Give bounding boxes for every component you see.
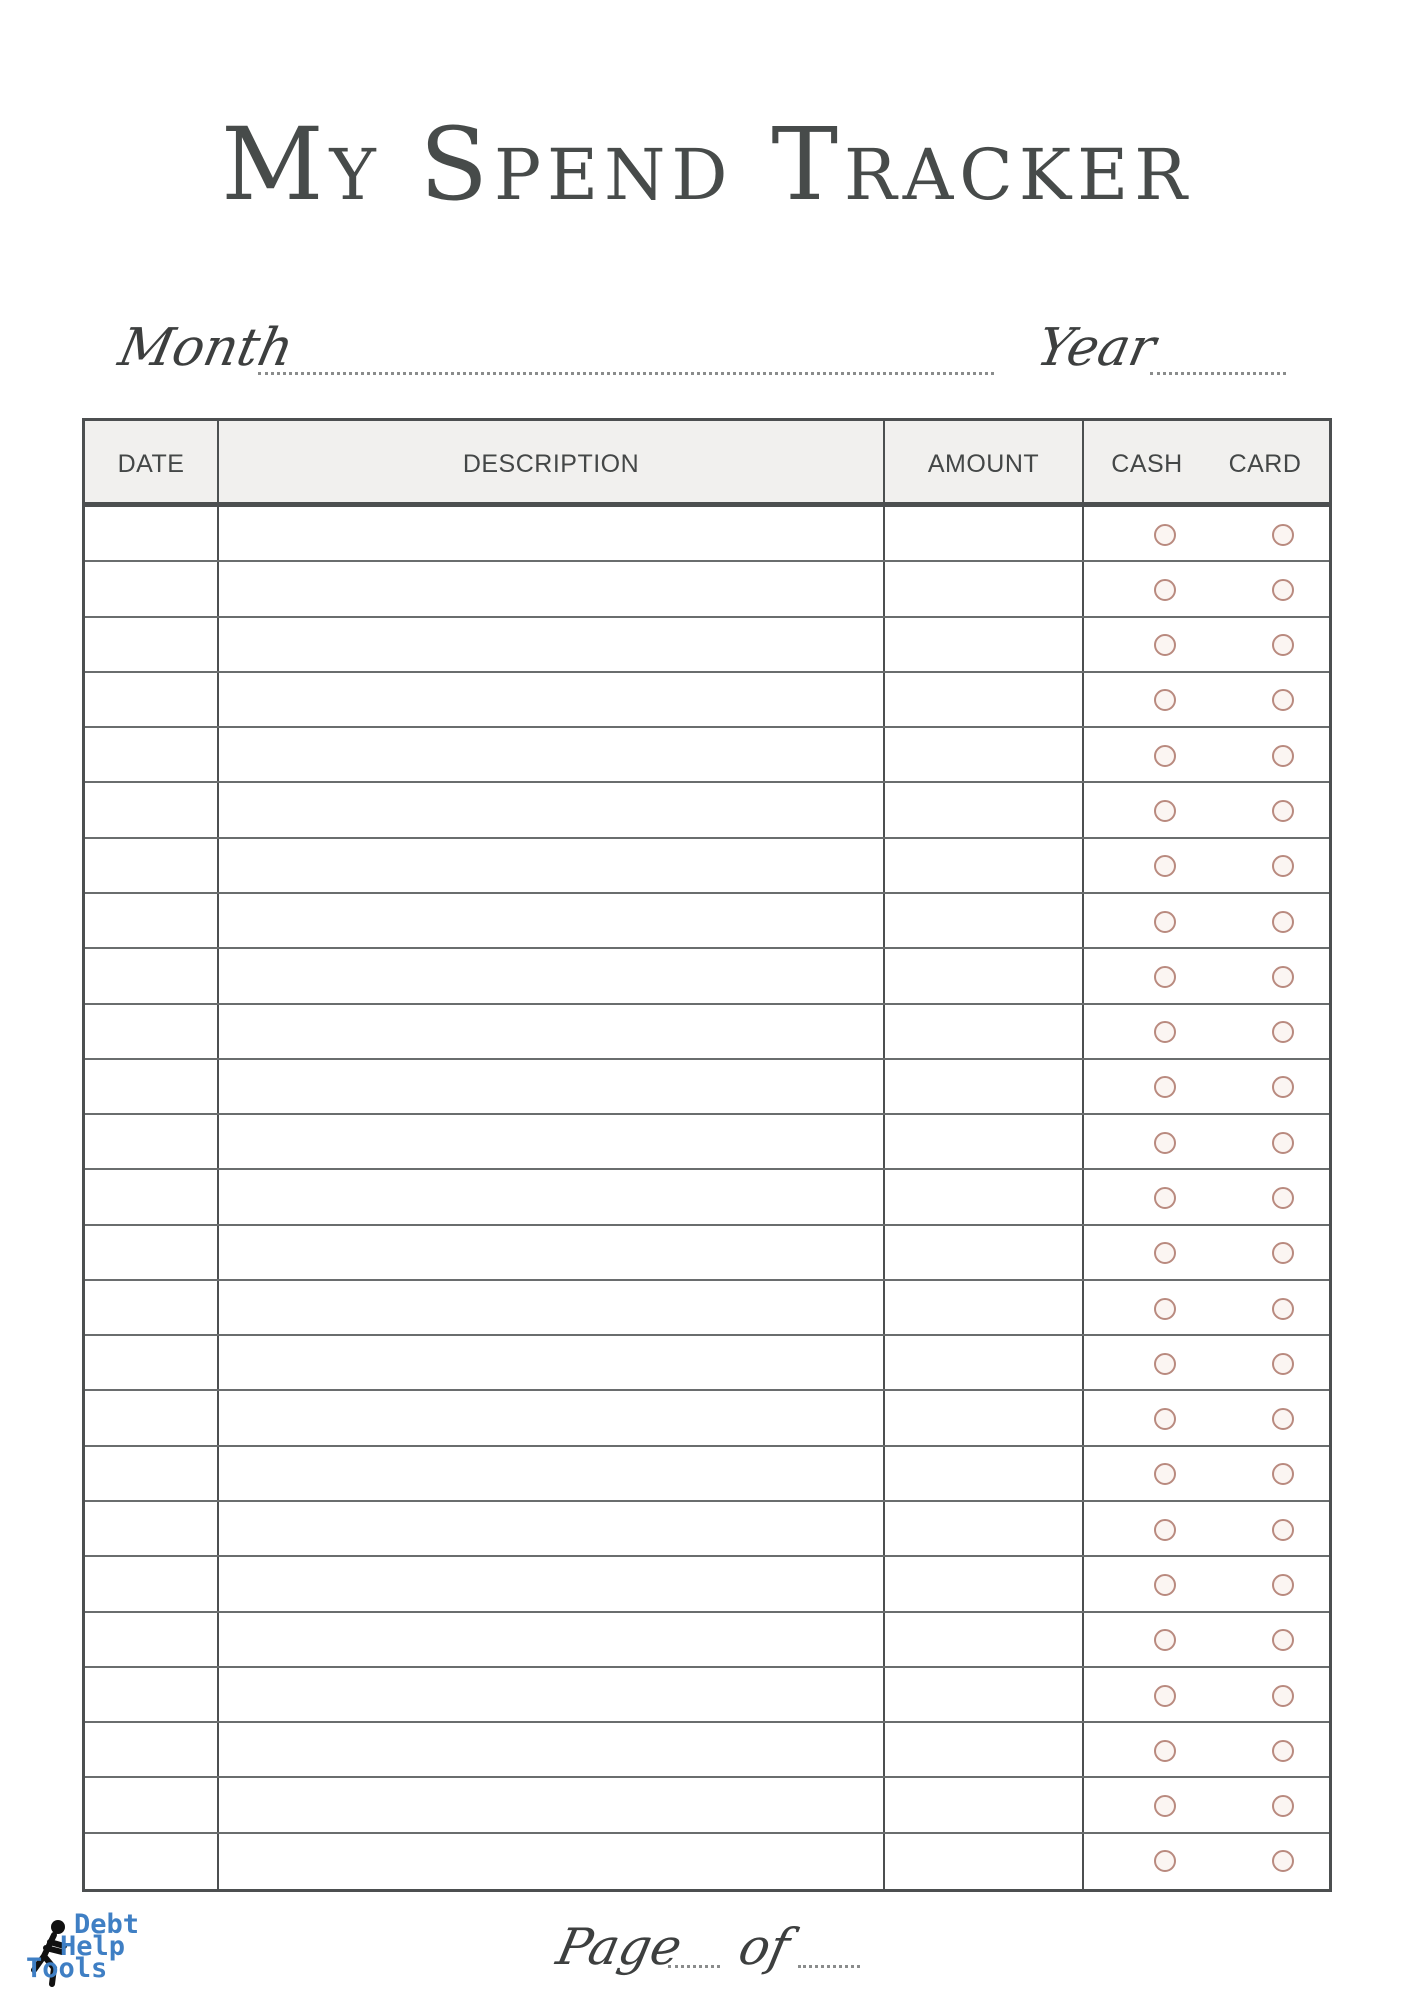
card-radio[interactable] bbox=[1272, 1519, 1294, 1541]
card-radio[interactable] bbox=[1272, 1076, 1294, 1098]
cash-radio[interactable] bbox=[1154, 1242, 1176, 1264]
card-radio[interactable] bbox=[1272, 524, 1294, 546]
table-body bbox=[85, 507, 1329, 1889]
page-title: My Spend Tracker bbox=[221, 106, 1193, 223]
logo-line: Debt bbox=[74, 1909, 140, 1940]
page-label: Page bbox=[551, 1918, 687, 1976]
table-row[interactable] bbox=[85, 839, 1329, 894]
card-radio[interactable] bbox=[1272, 1353, 1294, 1375]
cash-radio[interactable] bbox=[1154, 689, 1176, 711]
table-row[interactable] bbox=[85, 783, 1329, 838]
logo-line: Help bbox=[60, 1931, 126, 1962]
card-radio[interactable] bbox=[1272, 689, 1294, 711]
card-radio[interactable] bbox=[1272, 1242, 1294, 1264]
table-row[interactable] bbox=[85, 1170, 1329, 1225]
column-header-card: CARD bbox=[1228, 450, 1302, 478]
page-number-field[interactable] bbox=[668, 1965, 720, 1968]
card-radio[interactable] bbox=[1272, 1187, 1294, 1209]
table-row[interactable] bbox=[85, 1447, 1329, 1502]
cash-radio[interactable] bbox=[1154, 634, 1176, 656]
cash-radio[interactable] bbox=[1154, 1408, 1176, 1430]
card-radio[interactable] bbox=[1272, 1408, 1294, 1430]
column-header-date: DATE bbox=[117, 450, 185, 478]
table-row[interactable] bbox=[85, 1115, 1329, 1170]
cash-radio[interactable] bbox=[1154, 966, 1176, 988]
card-radio[interactable] bbox=[1272, 579, 1294, 601]
card-radio[interactable] bbox=[1272, 1574, 1294, 1596]
spend-table bbox=[82, 418, 1332, 1892]
card-radio[interactable] bbox=[1272, 855, 1294, 877]
year-label: Year bbox=[1031, 318, 1161, 378]
card-radio[interactable] bbox=[1272, 1463, 1294, 1485]
card-radio[interactable] bbox=[1272, 800, 1294, 822]
cash-radio[interactable] bbox=[1154, 1795, 1176, 1817]
of-label: of bbox=[733, 1918, 795, 1976]
table-row[interactable] bbox=[85, 1281, 1329, 1336]
column-header-cash: CASH bbox=[1111, 450, 1183, 478]
table-row[interactable] bbox=[85, 1226, 1329, 1281]
cash-radio[interactable] bbox=[1154, 800, 1176, 822]
card-radio[interactable] bbox=[1272, 1685, 1294, 1707]
card-radio[interactable] bbox=[1272, 1021, 1294, 1043]
cash-radio[interactable] bbox=[1154, 1132, 1176, 1154]
table-row[interactable] bbox=[85, 1060, 1329, 1115]
card-radio[interactable] bbox=[1272, 745, 1294, 767]
table-row[interactable] bbox=[85, 728, 1329, 783]
cash-radio[interactable] bbox=[1154, 1353, 1176, 1375]
card-radio[interactable] bbox=[1272, 1740, 1294, 1762]
cash-radio[interactable] bbox=[1154, 1187, 1176, 1209]
table-row[interactable] bbox=[85, 894, 1329, 949]
table-row[interactable] bbox=[85, 1557, 1329, 1612]
card-radio[interactable] bbox=[1272, 1298, 1294, 1320]
card-radio[interactable] bbox=[1272, 1795, 1294, 1817]
table-row[interactable] bbox=[85, 1613, 1329, 1668]
table-row[interactable] bbox=[85, 1668, 1329, 1723]
table-row[interactable] bbox=[85, 618, 1329, 673]
table-row[interactable] bbox=[85, 1778, 1329, 1833]
card-radio[interactable] bbox=[1272, 966, 1294, 988]
cash-radio[interactable] bbox=[1154, 1298, 1176, 1320]
cash-radio[interactable] bbox=[1154, 1629, 1176, 1651]
cash-radio[interactable] bbox=[1154, 1850, 1176, 1872]
cash-radio[interactable] bbox=[1154, 1076, 1176, 1098]
month-label: Month bbox=[113, 318, 299, 378]
table-row[interactable] bbox=[85, 1502, 1329, 1557]
cash-radio[interactable] bbox=[1154, 1740, 1176, 1762]
cash-radio[interactable] bbox=[1154, 745, 1176, 767]
year-field[interactable] bbox=[1150, 372, 1286, 375]
table-row[interactable] bbox=[85, 1391, 1329, 1446]
month-field[interactable] bbox=[258, 372, 994, 375]
card-radio[interactable] bbox=[1272, 911, 1294, 933]
card-radio[interactable] bbox=[1272, 1629, 1294, 1651]
table-row[interactable] bbox=[85, 507, 1329, 562]
cash-radio[interactable] bbox=[1154, 579, 1176, 601]
table-row[interactable] bbox=[85, 1005, 1329, 1060]
cash-radio[interactable] bbox=[1154, 524, 1176, 546]
cash-radio[interactable] bbox=[1154, 1463, 1176, 1485]
table-header bbox=[85, 421, 1329, 507]
table-row[interactable] bbox=[85, 562, 1329, 617]
card-radio[interactable] bbox=[1272, 1132, 1294, 1154]
cash-radio[interactable] bbox=[1154, 1685, 1176, 1707]
table-row[interactable] bbox=[85, 1834, 1329, 1889]
table-row[interactable] bbox=[85, 1336, 1329, 1391]
table-row[interactable] bbox=[85, 949, 1329, 1004]
card-radio[interactable] bbox=[1272, 1850, 1294, 1872]
column-header-description: DESCRIPTION bbox=[462, 450, 640, 478]
logo-line: Tools bbox=[26, 1953, 108, 1984]
page-total-field[interactable] bbox=[798, 1965, 860, 1968]
card-radio[interactable] bbox=[1272, 634, 1294, 656]
cash-radio[interactable] bbox=[1154, 1519, 1176, 1541]
cash-radio[interactable] bbox=[1154, 911, 1176, 933]
cash-radio[interactable] bbox=[1154, 1021, 1176, 1043]
cash-radio[interactable] bbox=[1154, 1574, 1176, 1596]
cash-radio[interactable] bbox=[1154, 855, 1176, 877]
debt-help-tools-logo bbox=[24, 1909, 164, 1990]
table-row[interactable] bbox=[85, 1723, 1329, 1778]
column-header-amount: AMOUNT bbox=[927, 450, 1040, 478]
table-row[interactable] bbox=[85, 673, 1329, 728]
